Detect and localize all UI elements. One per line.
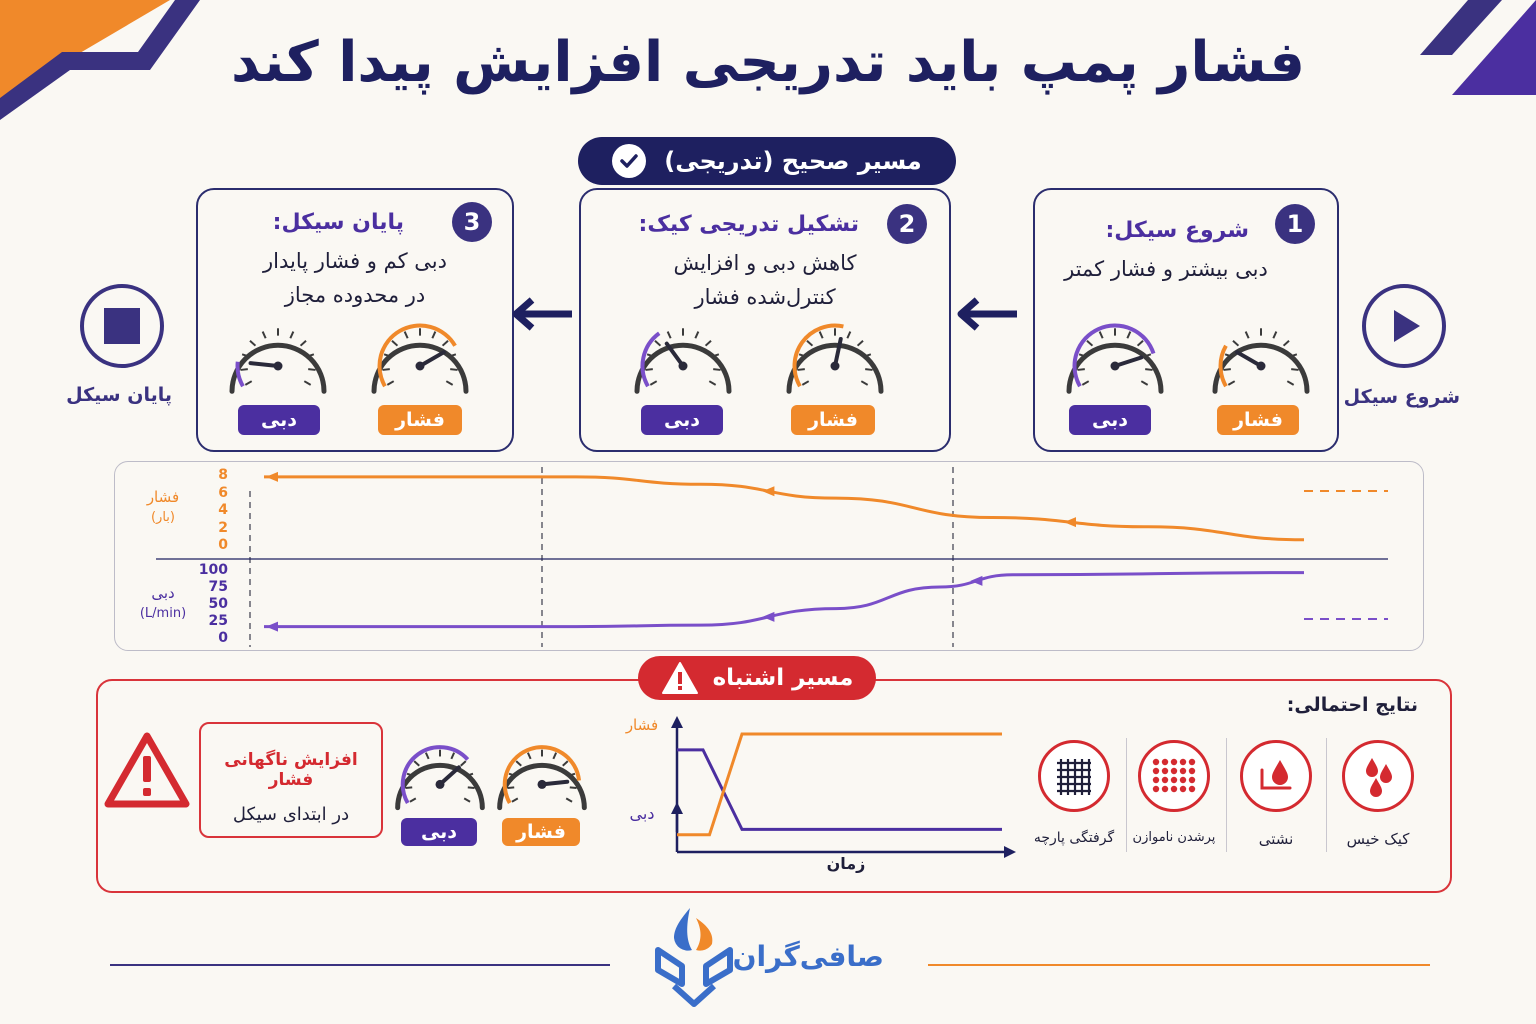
pressure-gauge-label: فشار bbox=[378, 405, 462, 435]
stage-description bbox=[198, 244, 512, 312]
series-arrowhead bbox=[970, 576, 982, 586]
flow-tick: 0 bbox=[218, 630, 228, 646]
flow-tick: 100 bbox=[198, 562, 228, 578]
stage-number: 1 bbox=[1275, 204, 1315, 244]
stage-description bbox=[581, 246, 949, 314]
pressure-tick: 2 bbox=[218, 519, 228, 536]
flow-gauge-icon bbox=[228, 318, 328, 398]
pressure-gauge-icon bbox=[370, 318, 470, 398]
pressure-axis-title: فشار bbox=[146, 488, 180, 506]
pressure-tick: 6 bbox=[218, 484, 228, 501]
main-chart-plot bbox=[114, 461, 1422, 649]
series-arrowhead bbox=[266, 472, 278, 482]
flow-gauge-label: دبی bbox=[1069, 405, 1151, 435]
flow-gauge-label: دبی bbox=[641, 405, 723, 435]
alert-title: افزایش ناگهانی فشار bbox=[224, 750, 358, 790]
pressure-tick: 0 bbox=[218, 537, 228, 553]
flow-gauge-icon bbox=[633, 318, 733, 398]
wrong-path-label: مسیر اشتباه bbox=[712, 665, 854, 691]
stage-description-line: کنترل‌شده فشار bbox=[694, 285, 836, 309]
brand-name: صافی‌گران bbox=[732, 940, 884, 973]
stop-icon bbox=[80, 284, 164, 368]
mini-chart-flow-label: دبی bbox=[629, 804, 655, 823]
stage-description-line: دبی بیشتر و فشار کمتر bbox=[1064, 257, 1268, 281]
mesh-grid-icon bbox=[1038, 740, 1110, 812]
stage-number: 2 bbox=[887, 204, 927, 244]
outcomes-title: نتایج احتمالی: bbox=[1286, 694, 1418, 716]
flow-gauge-label: دبی bbox=[401, 818, 477, 846]
pressure-gauge-label: فشار bbox=[791, 405, 875, 435]
series-arrowhead bbox=[1064, 517, 1076, 527]
outcome-label: کیک خیس bbox=[1346, 830, 1410, 848]
alert-description: در ابتدای سیکل bbox=[232, 804, 350, 825]
stage-card-cake-formation bbox=[579, 188, 951, 452]
series-arrowhead bbox=[762, 486, 774, 496]
flow-gauge-icon bbox=[1065, 318, 1165, 398]
stage-description bbox=[1035, 252, 1297, 286]
wrong-path-badge bbox=[638, 656, 876, 700]
page-title: فشار پمپ باید تدریجی افزایش پیدا کند bbox=[230, 30, 1306, 95]
pressure-gauge-label: فشار bbox=[502, 818, 580, 846]
flow-gauge-label: دبی bbox=[238, 405, 320, 435]
stage-description-line: کاهش دبی و افزایش bbox=[673, 251, 857, 275]
flow-ticks bbox=[190, 562, 228, 647]
pressure-ticks bbox=[200, 467, 228, 555]
pressure-axis-unit: (بار) bbox=[150, 510, 175, 525]
flow-line bbox=[677, 750, 1002, 830]
outcome-label: گرفتگی پارچه bbox=[1033, 830, 1115, 846]
start-cycle-label: شروع سیکل bbox=[1343, 386, 1460, 408]
dot-grid-icon bbox=[1138, 740, 1210, 812]
arrow-left-icon bbox=[510, 296, 576, 332]
pressure-line bbox=[677, 734, 1002, 835]
flow-axis-label bbox=[130, 584, 196, 621]
stage-description-line: دبی کم و فشار پایدار bbox=[263, 249, 447, 273]
wet-drops-icon bbox=[1342, 740, 1414, 812]
stage-card-end bbox=[196, 188, 514, 452]
sudden-pressure-alert bbox=[199, 722, 383, 838]
flow-tick: 75 bbox=[208, 579, 228, 595]
footer-divider-left bbox=[110, 964, 610, 966]
pressure-tick: 4 bbox=[218, 502, 228, 518]
warning-triangle-icon bbox=[104, 732, 190, 810]
flow-tick: 50 bbox=[208, 596, 228, 612]
end-cycle-label: پایان سیکل bbox=[66, 384, 172, 406]
series-arrowhead bbox=[266, 622, 278, 632]
series-line bbox=[264, 573, 1304, 627]
series-arrowhead bbox=[762, 612, 774, 622]
arrow-left-icon bbox=[955, 296, 1021, 332]
mini-chart-pressure-label: فشار bbox=[625, 716, 659, 734]
stage-title: پایان سیکل: bbox=[272, 210, 404, 235]
pressure-gauge-label: فشار bbox=[1217, 405, 1299, 435]
mini-chart-time-label: زمان bbox=[826, 854, 866, 873]
stage-title: شروع سیکل: bbox=[1105, 218, 1249, 243]
brand-logo-icon bbox=[652, 904, 736, 1008]
pressure-gauge-icon bbox=[1211, 318, 1311, 398]
correct-path-badge bbox=[578, 137, 956, 185]
outcome-label: پرشدن ناموازن bbox=[1132, 830, 1216, 845]
stage-card-start bbox=[1033, 188, 1339, 452]
stage-description-line: در محدوده مجاز bbox=[284, 283, 426, 307]
play-icon bbox=[1362, 284, 1446, 368]
pressure-gauge-icon bbox=[496, 740, 588, 814]
footer-divider-right bbox=[928, 964, 1430, 966]
flow-gauge-icon bbox=[394, 740, 486, 814]
outcome-label: نشتی bbox=[1258, 830, 1294, 848]
pressure-axis-label bbox=[140, 488, 186, 525]
flow-tick: 25 bbox=[208, 613, 228, 629]
leak-drop-icon bbox=[1240, 740, 1312, 812]
series-line bbox=[264, 477, 1304, 540]
pressure-tick: 8 bbox=[218, 467, 228, 483]
check-icon bbox=[612, 144, 646, 178]
warning-icon bbox=[661, 661, 699, 695]
stage-title: تشکیل تدریجی کیک: bbox=[638, 212, 859, 237]
flow-axis-title: دبی bbox=[151, 584, 175, 602]
stage-number: 3 bbox=[452, 202, 492, 242]
correct-path-label: مسیر صحیح (تدریجی) bbox=[664, 147, 922, 175]
pressure-gauge-icon bbox=[785, 318, 885, 398]
flow-axis-unit: (L/min) bbox=[139, 606, 187, 621]
